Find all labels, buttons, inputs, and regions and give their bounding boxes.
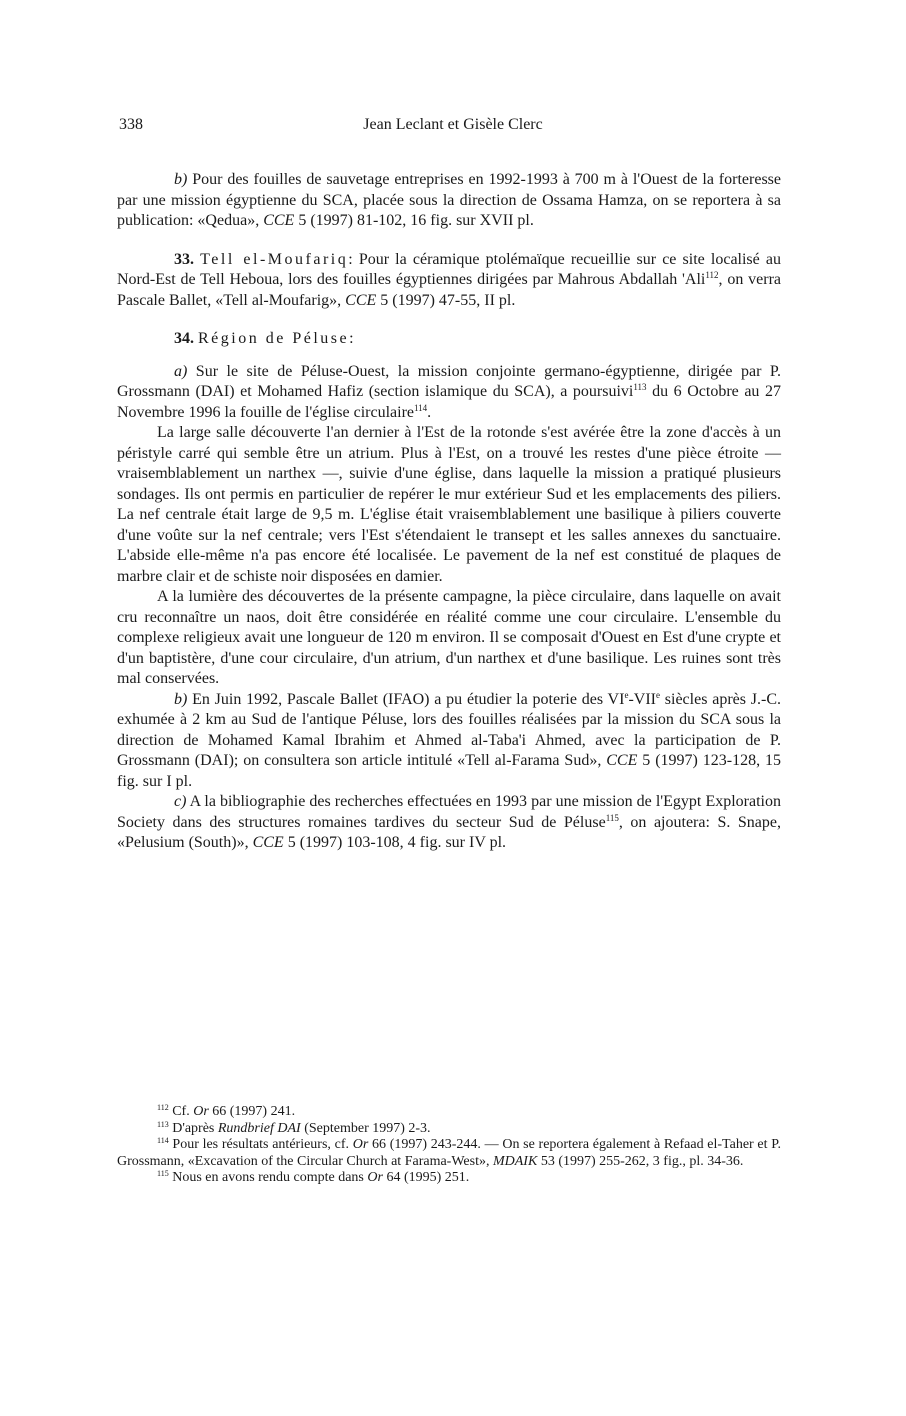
main-text xyxy=(117,170,781,854)
text: , on verra Pascale Ballet, «Tell al-Moufarig», xyxy=(117,271,782,309)
spacer xyxy=(117,232,781,250)
text: Nous en avons rendu compte dans xyxy=(168,1170,368,1185)
footnote-ref[interactable]: 114 xyxy=(414,402,428,413)
footnote-number: 115 xyxy=(157,1169,169,1178)
text: . xyxy=(427,403,432,421)
text: Sur le site de Péluse-Ouest, la mission conjointe germano-égyptienne, dirigée par P. Grossmann (DAI) et Mohamed Hafiz (section islamique du SCA), a poursuivi xyxy=(117,362,781,400)
paragraph-b-fortress xyxy=(117,170,781,232)
text: Cf. xyxy=(168,1104,194,1119)
text: siècles après J.-C. exhumée à 2 km au Sud de l'antique Péluse, lors des fouilles réalisées par la mission du SCA sous la direction de Mohamed Kamal Ibrahim et Ahmed al-Taba'i Ahmed, avec la participation de P. Grossmann (DAI); on consultera son article intitulé «Tell al-Farama Sud», xyxy=(117,690,781,769)
journal-cite: Rundbrief DAI xyxy=(217,1120,301,1136)
journal-cite: CCE xyxy=(606,752,638,769)
paragraph-large-hall: La large salle découverte l'an dernier à l'Est de la rotonde s'est avérée être la zone d'accès à un péristyle carré qui semble être un atrium. Plus à l'Est, on a trouvé les restes d'une pièce étroite — vraisemblablement un narthex —, suivie d'une église, dans laquelle la mission a pratiqué plusieurs sondages. Ils ont permis en particulier de repérer le mur extérieur Sud et les emplacements des piliers. La nef centrale était large de 9,5 m. L'église était vraisemblablement une basilique à piliers couverte d'une voûte sur la nef centrale; vers l'Est s'étendaient le transept et les salles annexes du sanctuaire. L'abside elle-même n'a pas encore été localisée. Le pavement de la nef est constitué de plaques de marbre clair et de schiste noir disposées en damier. xyxy=(117,424,781,585)
footnote-ref[interactable]: 112 xyxy=(705,270,719,280)
text: (September 1997) 2-3. xyxy=(300,1120,431,1136)
footnote-number: 112 xyxy=(157,1103,169,1112)
paragraph-b-pottery xyxy=(117,690,781,793)
journal-cite: CCE xyxy=(252,834,284,851)
section-33 xyxy=(117,250,781,312)
footnote-ref[interactable]: 113 xyxy=(633,382,647,392)
text: 5 (1997) 47-55, II pl. xyxy=(376,291,516,309)
text: : xyxy=(349,330,354,347)
item-label: b) xyxy=(174,171,188,188)
section-number: 34. xyxy=(174,330,194,347)
item-label: b) xyxy=(174,690,188,708)
text: 66 (1997) 241. xyxy=(208,1104,296,1119)
footnotes xyxy=(117,1104,781,1187)
section-34-heading xyxy=(117,329,781,350)
text: 53 (1997) 255-262, 3 fig., pl. 34-36. xyxy=(537,1153,744,1169)
text: 5 (1997) 103-108, 4 fig. sur IV pl. xyxy=(283,834,507,851)
footnote-115 xyxy=(117,1170,781,1187)
footnote-112 xyxy=(117,1104,781,1121)
spacer xyxy=(117,311,781,329)
item-label: c) xyxy=(174,793,187,810)
text: 5 (1997) 81-102, 16 fig. sur XVII pl. xyxy=(294,212,534,229)
section-number: 33. xyxy=(174,250,194,268)
footnote-113 xyxy=(117,1121,781,1138)
journal-cite: CCE xyxy=(263,212,295,229)
text: : Pour la céramique ptolémaïque recueillie sur ce site localisé au Nord-Est de Tell Heboua, lors des fouilles égyptiennes dirigées par Mahrous Abdallah 'Ali xyxy=(117,250,782,288)
footnote-ref[interactable]: 115 xyxy=(605,812,619,823)
item-label: a) xyxy=(174,362,188,380)
text: 66 (1997) 243-244. — On se reportera également à Refaad el-Taher et P. Grossmann, «Excavation of the Circular Church at Farama-West», xyxy=(117,1137,781,1169)
text: 64 (1995) 251. xyxy=(382,1170,470,1185)
journal-cite: Or xyxy=(367,1170,383,1185)
journal-cite: CCE xyxy=(345,291,377,309)
superscript: e xyxy=(624,689,629,700)
spacer xyxy=(117,350,781,362)
text: D'après xyxy=(168,1120,218,1136)
text: 5 (1997) 123-128, 15 fig. sur I pl. xyxy=(117,752,781,790)
paragraph-c-bibliography xyxy=(117,792,781,854)
footnote-number: 114 xyxy=(157,1136,169,1145)
running-head: Jean Leclant et Gisèle Clerc xyxy=(363,116,543,133)
journal-cite: Or xyxy=(352,1137,369,1152)
text: En Juin 1992, Pascale Ballet (IFAO) a pu étudier la poterie des VI xyxy=(187,690,625,708)
paragraph-circular-court: A la lumière des découvertes de la présente campagne, la pièce circulaire, dans laquelle on avait cru reconnaître un naos, doit être considérée en réalité comme une cour circulaire. L'ensemble du complexe religieux avait une longueur de 120 m environ. Il se composait d'Ouest en Est d'une crypte et d'un baptistère, d'une cour circulaire, d'un atrium, d'un narthex et d'une basilique. Les ruines sont très mal conservées. xyxy=(117,588,781,687)
text: , on ajoutera: S. Snape, «Pelusium (South)», xyxy=(117,813,782,851)
text: -VII xyxy=(628,690,656,708)
paragraph-a-peluse-west xyxy=(117,362,781,424)
page-number: 338 xyxy=(119,116,143,133)
superscript: e xyxy=(655,689,660,700)
text: A la bibliographie des recherches effectuées en 1993 par une mission de l'Egypt Exploration Society dans des structures romaines tardives du secteur Sud de Péluse xyxy=(117,793,781,831)
footnote-114 xyxy=(117,1137,781,1170)
journal-cite: Or xyxy=(193,1104,209,1119)
text: Pour des fouilles de sauvetage entreprises en 1992-1993 à 700 m à l'Ouest de la forteresse par une mission égyptienne du SCA, placée sous la direction de Ossama Hamza, on se reportera à sa publication: «Qedua», xyxy=(117,171,781,229)
footnote-number: 113 xyxy=(157,1119,169,1129)
section-title: Région de Péluse xyxy=(198,330,350,347)
text: Pour les résultats antérieurs, cf. xyxy=(168,1137,353,1152)
section-title: Tell el-Moufariq xyxy=(200,250,349,268)
text: du 6 Octobre au 27 Novembre 1996 la fouille de l'église circulaire xyxy=(117,383,781,421)
journal-cite: MDAIK xyxy=(492,1153,538,1169)
